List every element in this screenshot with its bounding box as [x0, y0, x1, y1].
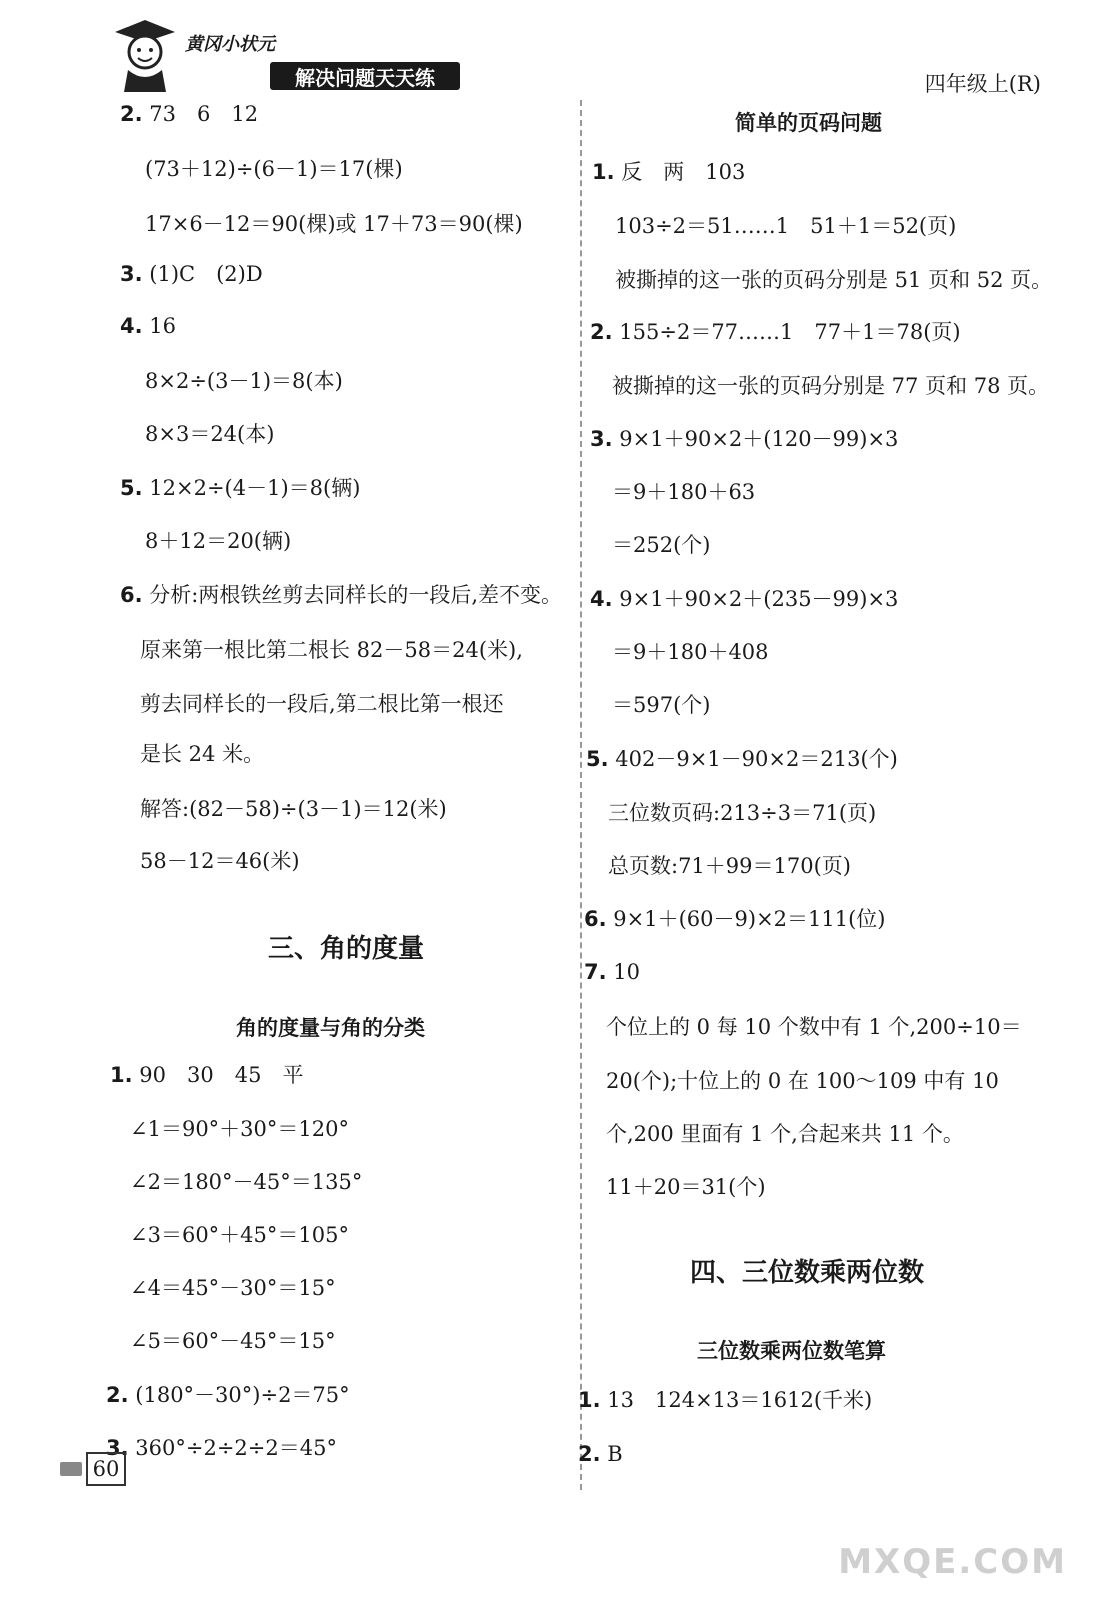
- answer-line: 3. 360°÷2÷2÷2＝45°: [106, 1436, 337, 1460]
- answer-line: (73＋12)÷(6－1)＝17(棵): [145, 157, 403, 181]
- answer-line: 6. 分析:两根铁丝剪去同样长的一段后,差不变。: [120, 583, 563, 607]
- answer-line: 4. 9×1＋90×2＋(235－99)×3: [590, 587, 899, 611]
- answer-line: 8＋12＝20(辆): [145, 529, 292, 553]
- answer-line: 5. 402－9×1－90×2＝213(个): [586, 747, 898, 771]
- answer-line: 被撕掉的这一张的页码分别是 77 页和 78 页。: [612, 374, 1050, 398]
- answer-line: 总页数:71＋99＝170(页): [608, 854, 851, 878]
- answer-line: 剪去同样长的一段后,第二根比第一根还: [140, 692, 504, 716]
- answer-line: ∠2＝180°－45°＝135°: [130, 1170, 363, 1194]
- answer-line: ∠3＝60°＋45°＝105°: [130, 1223, 349, 1247]
- answer-line: 1. 13 124×13＝1612(千米): [578, 1388, 873, 1412]
- answer-line: 3. 9×1＋90×2＋(120－99)×3: [590, 427, 899, 451]
- answer-line: 个位上的 0 每 10 个数中有 1 个,200÷10＝: [606, 1015, 1022, 1039]
- answer-line: 7. 10: [584, 960, 641, 984]
- answer-line: 8×2÷(3－1)＝8(本): [145, 369, 343, 393]
- answer-line: 3. (1)C (2)D: [120, 262, 263, 286]
- answer-line: ∠5＝60°－45°＝15°: [130, 1329, 336, 1353]
- answer-line: 6. 9×1＋(60－9)×2＝111(位): [584, 907, 886, 931]
- answer-line: 58－12＝46(米): [140, 849, 300, 873]
- subsection-heading: 简单的页码问题: [735, 111, 882, 135]
- section-heading: 三、角的度量: [268, 934, 425, 964]
- answer-line: 103÷2＝51……1 51＋1＝52(页): [615, 214, 957, 238]
- answer-line: 1. 反 两 103: [592, 160, 746, 184]
- answer-line: 被撕掉的这一张的页码分别是 51 页和 52 页。: [615, 268, 1053, 292]
- answer-line: 2. 155÷2＝77……1 77＋1＝78(页): [590, 320, 961, 344]
- header-banner: 解决问题天天练: [270, 62, 460, 90]
- answer-line: 8×3＝24(本): [145, 422, 275, 446]
- answer-line: 5. 12×2÷(4－1)＝8(辆): [120, 476, 361, 500]
- answer-line: 三位数页码:213÷3＝71(页): [608, 801, 877, 825]
- mascot-logo: [100, 14, 190, 94]
- answer-line: 个,200 里面有 1 个,合起来共 11 个。: [606, 1122, 964, 1146]
- answer-line: 4. 16: [120, 314, 177, 338]
- answer-line: ＝9＋180＋63: [612, 480, 756, 504]
- brand-title: 黄冈小状元: [185, 34, 275, 55]
- answer-line: 1. 90 30 45 平: [110, 1063, 304, 1087]
- section-heading: 四、三位数乘两位数: [690, 1258, 925, 1288]
- answer-line: 原来第一根比第二根长 82－58＝24(米),: [140, 638, 523, 662]
- answer-line: 2. 73 6 12: [120, 102, 259, 126]
- answer-line: 17×6－12＝90(棵)或 17＋73＝90(棵): [145, 212, 523, 236]
- grade-label: 四年级上(R): [924, 72, 1041, 96]
- column-divider: [580, 100, 582, 1490]
- answer-line: ＝597(个): [612, 693, 711, 717]
- answer-line: 2. (180°－30°)÷2＝75°: [106, 1383, 350, 1407]
- answer-line: 是长 24 米。: [140, 742, 265, 766]
- watermark: MXQE.COM: [838, 1542, 1067, 1582]
- answer-line: ∠4＝45°－30°＝15°: [130, 1276, 336, 1300]
- subsection-heading: 角的度量与角的分类: [236, 1016, 425, 1040]
- answer-line: ∠1＝90°＋30°＝120°: [130, 1117, 349, 1141]
- subsection-heading: 三位数乘两位数笔算: [697, 1339, 886, 1363]
- answer-line: ＝252(个): [612, 533, 711, 557]
- page-marker-decoration: [60, 1462, 82, 1476]
- answer-line: 2. B: [578, 1442, 623, 1466]
- answer-line: 20(个);十位上的 0 在 100～109 中有 10: [606, 1069, 999, 1093]
- answer-line: 解答:(82－58)÷(3－1)＝12(米): [140, 797, 447, 821]
- answer-line: 11＋20＝31(个): [606, 1175, 766, 1199]
- answer-line: ＝9＋180＋408: [612, 640, 769, 664]
- page-number: 60: [86, 1452, 126, 1486]
